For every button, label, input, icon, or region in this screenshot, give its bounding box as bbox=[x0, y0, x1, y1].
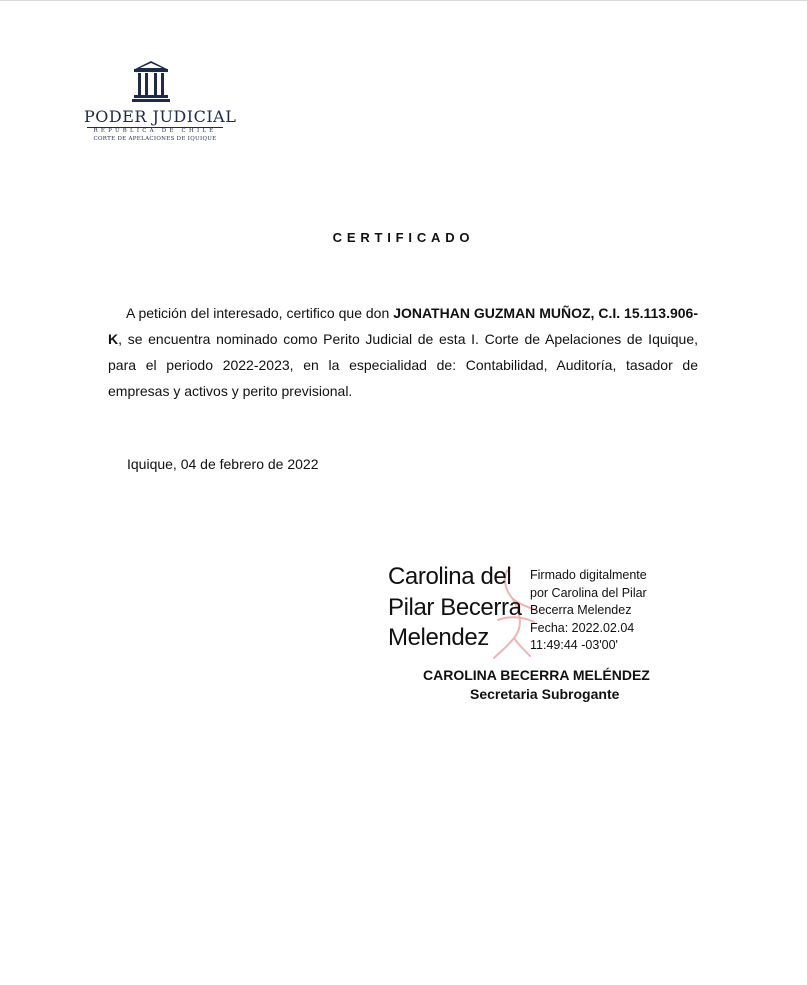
signer-role: Secretaria Subrogante bbox=[470, 686, 620, 702]
signature-detail-line: 11:49:44 -03'00' bbox=[530, 638, 618, 652]
courthouse-icon bbox=[132, 60, 170, 104]
person-name-id: JONATHAN GUZMAN MUÑOZ, C.I. 15.113.906-K bbox=[108, 305, 699, 347]
signature-name-line: Carolina del bbox=[388, 563, 512, 590]
signature-details bbox=[530, 567, 647, 655]
digital-signature-block bbox=[388, 562, 688, 662]
body-text-details: , se encuentra nominado como Perito Judicial de esta I. Corte de Apelaciones de Iquique, para el periodo 2022-2023, en la especialidad de: Contabilidad, Auditoría, tasador de empresas y activos y perito previsional. bbox=[108, 331, 698, 399]
signature-detail-line: Firmado digitalmente bbox=[530, 568, 647, 582]
signature-detail-line: Fecha: 2022.02.04 bbox=[530, 620, 635, 635]
signature-detail-line: Becerra Melendez bbox=[530, 603, 632, 617]
signature-name-line: Pilar Becerra bbox=[388, 593, 522, 621]
logo-court-name: CORTE DE APELACIONES DE IQUIQUE bbox=[93, 136, 217, 142]
signature-name-line: Melendez bbox=[388, 624, 489, 651]
date-line: Iquique, 04 de febrero de 2022 bbox=[127, 456, 319, 472]
certificate-body bbox=[108, 300, 698, 404]
logo-title: PODER JUDICIAL bbox=[84, 107, 237, 126]
page-top-edge bbox=[0, 0, 807, 1]
body-text-intro: A petición del interesado, certifico que don bbox=[126, 305, 394, 321]
signer-name: CAROLINA BECERRA MELÉNDEZ bbox=[423, 667, 650, 683]
signature-detail-line: por Carolina del Pilar bbox=[530, 585, 647, 600]
signature-name bbox=[388, 562, 522, 654]
logo-subtitle: REPÚBLICA DE CHILE bbox=[93, 128, 217, 134]
document-title: CERTIFICADO bbox=[332, 230, 475, 245]
